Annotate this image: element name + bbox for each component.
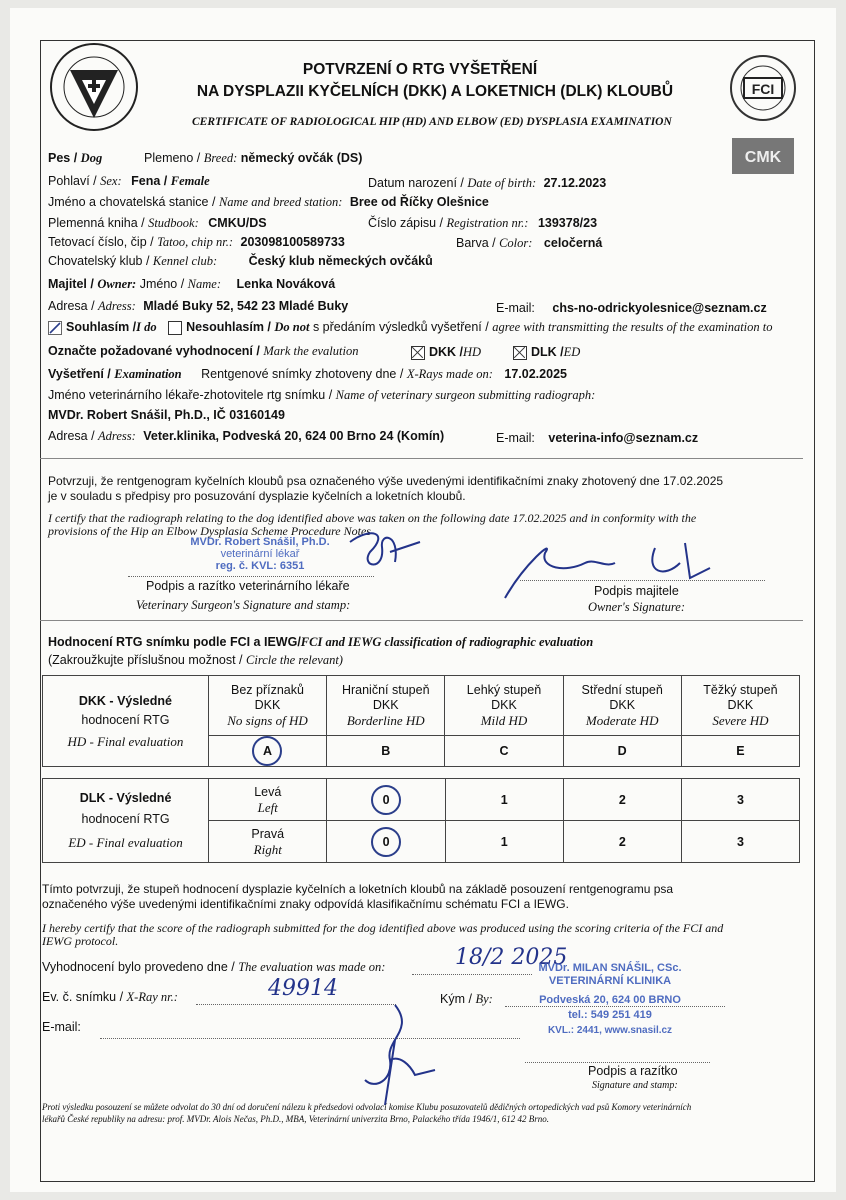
certify1-cz-1: Potvrzuji, že rentgenogram kyčelních kloubů psa označeného výše uvedenými identifikačními znaky zhotovený dne 17.02.2025 (48, 474, 724, 488)
circle-instruction: (Zakroužkujte příslušnou možnost / Circle the relevant) (48, 653, 343, 667)
dlk-checkbox[interactable] (513, 346, 527, 360)
hd-grade-e[interactable]: E (681, 736, 799, 767)
owner-row: Majitel / Owner: Jméno / Name: Lenka Nováková (48, 277, 336, 291)
hd-col-4: Těžký stupeň DKK Severe HD (681, 676, 799, 736)
ed-left-grade-0[interactable]: 0 (327, 779, 445, 821)
dlk-option[interactable]: DLK /ED (513, 345, 580, 360)
ed-side-right: Pravá Right (209, 821, 327, 863)
vet-label-row: Jméno veterinárního lékaře-zhotovitele rtg snímku / Name of veterinary surgeon submitting radiograph: (48, 388, 596, 402)
vet-signature-label-en: Veterinary Surgeon's Signature and stamp: (136, 598, 351, 612)
vet-signature-label: Podpis a razítko veterinárního lékaře (146, 579, 350, 593)
signature-stamp-line (525, 1062, 710, 1063)
clinic-stamp: MVDr. MILAN SNÁŠIL, CSc. VETERINÁRNÍ KLINIKA Podveská 20, 624 00 BRNO tel.: 549 251 419 KVL.: 2441, www.snasil.cz (538, 962, 682, 1036)
hd-col-1: Hraniční stupeň DKK Borderline HD (327, 676, 445, 736)
email-line (100, 1038, 520, 1039)
by-row: Kým / By: (440, 992, 493, 1006)
classification-title: Hodnocení RTG snímku podle FCI a IEWG/FCI and IEWG classification of radiographic evaluation (48, 635, 594, 649)
vet-signature (330, 522, 430, 587)
evaluation-request-row: Označte požadované vyhodnocení / Mark the evalution (48, 344, 359, 358)
ed-left-grade-2[interactable]: 2 (563, 779, 681, 821)
owner-signature-label: Podpis majitele (594, 584, 679, 598)
hd-row-label: DKK - Výsledné hodnocení RTG HD - Final evaluation (43, 676, 209, 767)
dog-row: Pes / Dog (48, 151, 103, 165)
ed-side-left: Levá Left (209, 779, 327, 821)
title-line-2: NA DYSPLAZII KYČELNÍCH (DKK) A LOKETNICH (DLK) KLOUBŮ (196, 83, 674, 100)
certify2-en-2: IEWG protocol. (42, 934, 119, 948)
hd-col-0: Bez příznaků DKK No signs of HD (208, 676, 326, 736)
evaluation-date-value: 18/2 2025 (455, 945, 568, 970)
registration-row: Číslo zápisu / Registration nr.: 139378/23 (368, 216, 598, 230)
ed-right-grade-2[interactable]: 2 (563, 821, 681, 863)
hd-grade-a[interactable]: A (208, 736, 326, 767)
certify2-en-1: I hereby certify that the score of the radiograph submitted for the dog identified above was produced using the scoring criteria of the FCI and (42, 921, 724, 935)
certify1-en-1: I certify that the radiograph relating to the dog identified above was taken on the following date 17.02.2025 and in conformity with the (48, 511, 697, 525)
footer-line-2: lékařů České republiky na adresu: prof. MVDr. Alois Nečas, Ph.D., MBA, Veterinární univerzita Brno, Palackého třída 1946/1, 612 42 Brno. (42, 1114, 550, 1124)
divider-2 (40, 620, 803, 621)
kennel-club-row: Chovatelský klub / Kennel club: Český klub německých ovčáků (48, 254, 433, 268)
evaluation-date-row: Vyhodnocení bylo provedeno dne / The evaluation was made on: (42, 960, 386, 974)
breed-value: německý ovčák (DS) (240, 151, 363, 165)
owner-signature-label-en: Owner's Signature: (588, 600, 685, 614)
ed-right-grade-0[interactable]: 0 (327, 821, 445, 863)
hd-grade-b[interactable]: B (327, 736, 445, 767)
footer-line-1: Proti výsledku posouzení se můžete odvolat do 30 dní od doručení nálezu k předsedovi odvolací komise Klubu posuzovatelů dědičných ortopedických vad psů Komory veterinárních (42, 1102, 692, 1112)
owner-address-row: Adresa / Adress: Mladé Buky 52, 542 23 Mladé Buky (48, 299, 349, 313)
ed-row-label: DLK - Výsledné hodnocení RTG ED - Final evaluation (43, 779, 209, 863)
certify1-en-2: provisions of the Hip an Elbow Dysplasia Scheme Procedure Notes (48, 524, 371, 538)
hd-col-2: Lehký stupeň DKK Mild HD (445, 676, 563, 736)
examination-row: Vyšetření / Examination Rentgenové snímky zhotoveny dne / X-Rays made on: 17.02.2025 (48, 367, 567, 381)
dkk-option[interactable]: DKK /HD (411, 345, 481, 360)
subtitle: CERTIFICATE OF RADIOLOGICAL HIP (HD) AND ELBOW (ED) DYSPLASIA EXAMINATION (192, 116, 672, 128)
signature-stamp-label-en: Signature and stamp: (592, 1080, 678, 1091)
title-line-1: POTVRZENÍ O RTG VYŠETŘENÍ (302, 61, 538, 78)
owner-email-row: E-mail: chs-no-odrickyolesnice@seznam.cz (496, 301, 767, 315)
ed-right-grade-3[interactable]: 3 (681, 821, 799, 863)
disagree-checkbox[interactable] (168, 321, 182, 335)
evaluator-signature (355, 1000, 445, 1115)
studbook-row: Plemenná kniha / Studbook: CMKU/DS (48, 216, 267, 230)
svg-text:FCI: FCI (751, 81, 775, 97)
vet-stamp: MVDr. Robert Snášil, Ph.D. veterinární lékař reg. č. KVL: 6351 (190, 536, 330, 572)
breed-row: Plemeno / Breed: německý ovčák (DS) (144, 151, 363, 165)
ed-left-grade-1[interactable]: 1 (445, 779, 563, 821)
dkk-checkbox[interactable] (411, 346, 425, 360)
agree-checkbox[interactable] (48, 321, 62, 335)
consent-row: Souhlasím /I do Nesouhlasím / Do not s předáním výsledků vyšetření / agree with transmitting the results of the examination to (48, 320, 773, 335)
xray-nr-row: Ev. č. snímku / X-Ray nr.: (42, 990, 178, 1004)
hd-col-3: Střední stupeň DKK Moderate HD (563, 676, 681, 736)
fci-cmku-logo (728, 48, 798, 196)
signature-stamp-label: Podpis a razítko (588, 1064, 678, 1078)
kvl-logo (48, 40, 140, 134)
divider-1 (40, 458, 803, 459)
vet-email-row: E-mail: veterina-info@seznam.cz (496, 431, 699, 445)
owner-signature-line (520, 580, 765, 581)
chip-row: Tetovací číslo, čip / Tatoo, chip nr.: 203098100589733 (48, 235, 345, 249)
ed-left-grade-3[interactable]: 3 (681, 779, 799, 821)
hd-grade-d[interactable]: D (563, 736, 681, 767)
vet-value: MVDr. Robert Snášil, Ph.D., IČ 03160149 (48, 408, 285, 422)
certify2-cz-1: Tímto potvrzuji, že stupeň hodnocení dysplazie kyčelních a loketních kloubů na základě posouzení rentgenogramu psa (42, 882, 674, 896)
email-row: E-mail: (42, 1020, 81, 1034)
certify1-cz-2: je v souladu s předpisy pro posuzování dysplazie kyčelních a loketních kloubů. (48, 489, 466, 503)
svg-text:CMK: CMK (744, 149, 782, 166)
hd-grade-c[interactable]: C (445, 736, 563, 767)
ed-right-grade-1[interactable]: 1 (445, 821, 563, 863)
vet-signature-line (128, 576, 374, 577)
xray-nr-value: 49914 (268, 976, 338, 1001)
evaluation-date-line (412, 974, 532, 975)
color-row: Barva / Color: celočerná (456, 236, 603, 250)
vet-address-row: Adresa / Adress: Veter.klinika, Podveská 20, 624 00 Brno 24 (Komín) (48, 429, 445, 443)
certify2-cz-2: označeného výše uvedenými identifikačními znaky odpovídá klasifikačnímu schématu FCI a IEWG. (42, 897, 569, 911)
ed-table (42, 778, 800, 863)
dob-row: Datum narození / Date of birth: 27.12.2023 (368, 176, 607, 190)
sex-row: Pohlaví / Sex: Fena / Female (48, 174, 210, 188)
hd-table (42, 675, 800, 767)
name-station-row: Jméno a chovatelská stanice / Name and breed station: Bree od Říčky Olešnice (48, 195, 489, 209)
